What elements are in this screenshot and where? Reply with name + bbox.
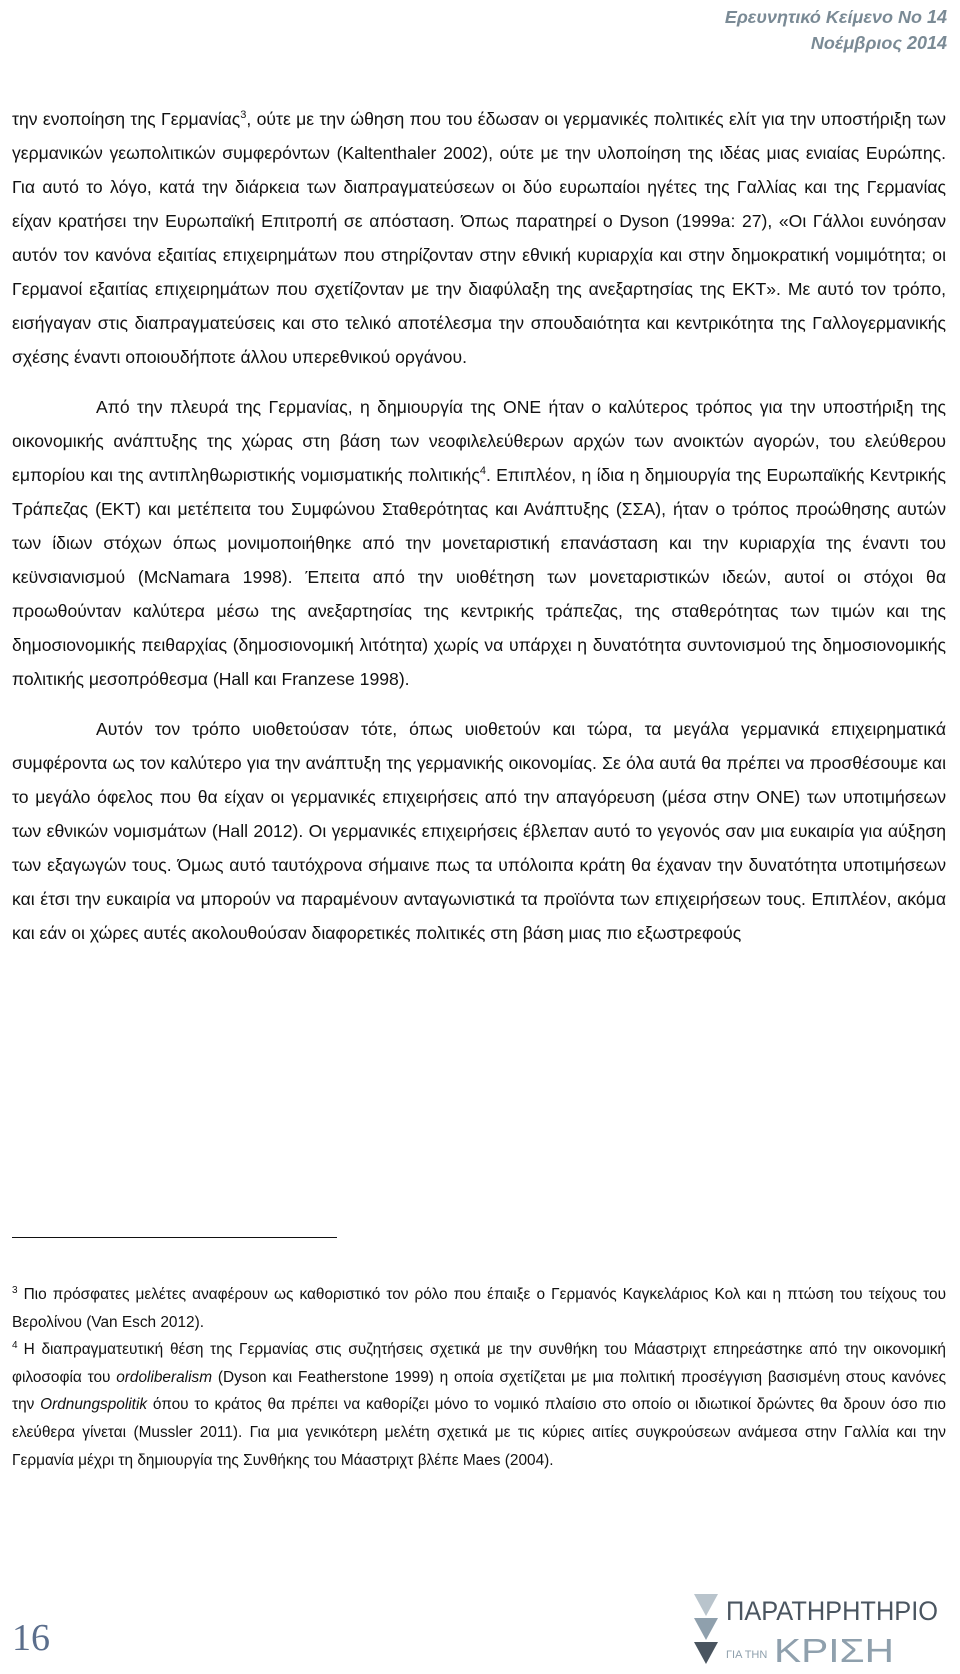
header-date: Νοέμβριος 2014	[810, 33, 947, 53]
paragraph-3: Αυτόν τον τρόπο υιοθετούσαν τότε, όπως υιοθετούν και τώρα, τα μεγάλα γερμανικά επιχειρηματικά συμφέροντα ως τον καλύτερο για την ανάπτυξη της γερμανικής οικονομίας. Σε όλα αυτά θα πρέπει να προσθέσουμε και το μεγάλο όφελος που θα είχαν οι γερμανικές επιχειρήσεις από την απαγόρευση (μέσα στην ΟΝΕ) των υποτιμήσεων των εθνικών νομισμάτων (Hall 2012). Οι γερμανικές επιχειρήσεις έβλεπαν αυτό το γεγονός σαν μια ευκαιρία για αύξηση των εξαγωγών τους. Όμως αυτό ταυτόχρονα σήμαινε πως τα υπόλοιπα κράτη θα έχαναν την δυνατότητα υποτιμήσεων και έτσι την ευκαιρία να μπορούν να παραμένουν ανταγωνιστικά τα προϊόντα των επιχειρήσεων τους. Επιπλέον, ακόμα και εάν οι χώρες αυτές ακολουθούσαν διαφορετικές πολιτικές στη βάση μιας πιο εξωστρεφούς	[12, 719, 946, 943]
footnote-3: $^3$ Πιο πρόσφατες μελέτες αναφέρουν ως καθοριστικό τον ρόλο που έπαιξε ο Γερμανός Καγκελάριος Κολ και η πτώση του τείχους του Βερολίνου (Van Esch 2012).	[12, 1284, 946, 1331]
header-title: Ερευνητικό Κείμενο Νο 14	[724, 7, 947, 27]
logo-mark-dark	[694, 1642, 718, 1664]
footnote-4: $^4$ Η διαπραγματευτική θέση της Γερμανίας στις συζητήσεις σχετικά με την συνθήκη του Μάαστριχτ επηρεάστηκε από την οικονομική φιλοσοφία του ordoliberalism (Dyson και Featherstone 1999) η οποία σχετίζεται με μια πολιτική προσέγγιση βασισμένη στους κανόνες την Ordnungspolitik όπου το κράτος θα πρέπει να καθορίζει μόνο το νομικό πλαίσιο στο οποίο οι ιδιωτικοί δρώντες θα δρουν όσο πιο ελεύθερα γίνεται (Mussler 2011). Για μια γενικότερη μελέτη σχετικά με τις κύριες αιτίες συγκρούσεων ανάμεσα στην Γαλλία και την Γερμανία μέχρι τη δημιουργία της Συνθήκης του Μάαστριχτ βλέπε Maes (2004).	[12, 1340, 946, 1469]
logo-mark-light	[694, 1594, 718, 1616]
logo-line-1: ΠΑΡΑΤΗΡΗΤΗΡΙΟ	[726, 1596, 938, 1626]
logo-line-2-main: ΚΡΙΣΗ	[774, 1632, 894, 1668]
footnotes	[12, 1281, 946, 1474]
footnote-ref-4[interactable]: 4	[479, 465, 486, 478]
page-number: 16	[12, 1617, 50, 1659]
footnote-number: 3	[12, 1284, 18, 1296]
paragraph-1: την ενοποίηση της Γερμανίας$^3$, ούτε με την ώθηση που του έδωσαν οι γερμανικές πολιτικές ελίτ για την υποστήριξη των γερμανικών γεωπολιτικών συμφερόντων (Kaltenthaler 2002), ούτε με την υλοποίηση της ιδέας μιας ενιαίας Ευρώπης. Για αυτό το λόγο, κατά την διάρκεια των διαπραγματεύσεων οι δύο ευρωπαίοι ηγέτες της Γαλλίας και της Γερμανίας είχαν κρατήσει την Ευρωπαϊκή Επιτροπή σε απόσταση. Όπως παρατηρεί ο Dyson (1999a: 27), «Οι Γάλλοι ευνόησαν αυτόν τον κανόνα εξαιτίας επιχειρημάτων που στηρίζονταν στην εθνική κυριαρχία και στην δημοκρατική νομιμότητα; οι Γερμανοί εξαιτίας επιχειρημάτων που σχετίζονταν με την διαφύλαξη της ανεξαρτησίας της ΕΚΤ». Με αυτό τον τρόπο, εισήγαγαν στις διαπραγματεύσεις και στο τελικό αποτέλεσμα την σπουδαιότητα και κεντρικότητα της Γαλλογερμανικής σχέσης έναντι οποιουδήποτε άλλου υπερεθνικού οργάνου.	[12, 109, 946, 367]
footnote-number: 4	[12, 1340, 18, 1352]
observatory-logo	[692, 1588, 942, 1668]
running-header	[725, 4, 947, 56]
body-text	[12, 102, 946, 950]
footnote-separator	[12, 1237, 337, 1238]
footnote-ref-3[interactable]: 3	[240, 109, 247, 122]
paragraph-2: Από την πλευρά της Γερμανίας, η δημιουργία της ΟΝΕ ήταν ο καλύτερος τρόπος για την υποστήριξη της οικονομικής ανάπτυξης της χώρας στη βάση των νεοφιλελεύθερων αρχών των ανοικτών αγορών, του ελεύθερου εμπορίου και της αντιπληθωριστικής νομισματικής πολιτικής$^4$. Επιπλέον, η ίδια η δημιουργία της Ευρωπαϊκής Κεντρικής Τράπεζας (ΕΚΤ) και μετέπειτα του Συμφώνου Σταθερότητας και Ανάπτυξης (ΣΣΑ), ήταν ο τρόπος προώθησης αυτών των ίδιων στόχων όπως μονιμοποιήθηκε από την μονεταριστική επανάσταση και την κυριαρχία της έναντι του κεϋνσιανισμού (McNamara 1998). Έπειτα από την υιοθέτηση των μονεταριστικών ιδεών, αυτοί οι στόχοι θα προωθούνταν καλύτερα μέσω της ανεξαρτησίας της κεντρικής τράπεζας, της σταθερότητας των τιμών και της δημοσιονομικής πειθαρχίας (δημοσιονομική λιτότητα) χωρίς να υπάρχει η δυνατότητα συντονισμού της δημοσιονομικής πολιτικής μεσοπρόθεσμα (Hall και Franzese 1998).	[12, 397, 946, 689]
logo-line-2-prefix: ΓΙΑ ΤΗΝ	[726, 1649, 768, 1661]
logo-mark-mid	[694, 1618, 718, 1640]
